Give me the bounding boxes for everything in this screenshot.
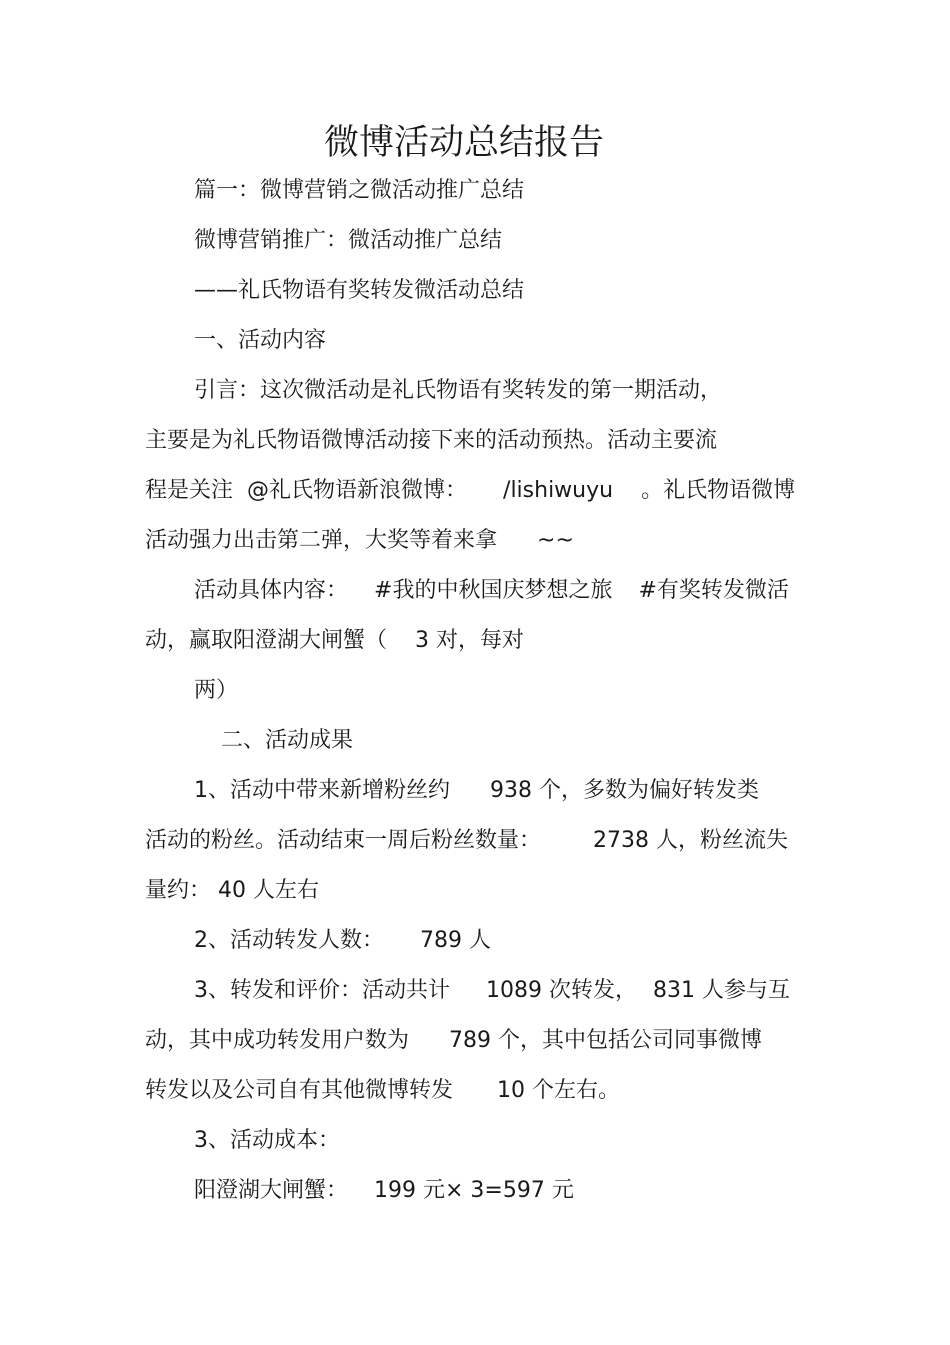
line-text: 789 个，其中包括公司同事微博 [449, 1028, 763, 1053]
line-text: 3、活动成本： [194, 1128, 340, 1153]
line-text: 程是关注 [145, 478, 234, 503]
line-text: 3 对，每对 [415, 628, 525, 653]
paragraph-line [194, 226, 502, 256]
paragraph-line [194, 976, 790, 1006]
line-text: 活动强力出击第二弹，大奖等着来拿 [145, 528, 498, 553]
paragraph-line [145, 826, 788, 856]
line-text: 938 个，多数为偏好转发类 [490, 778, 759, 803]
document-title: 微博活动总结报告 [323, 123, 604, 163]
paragraph-line [145, 626, 524, 656]
paragraph-line [194, 1176, 574, 1206]
paragraph-line [194, 176, 524, 206]
paragraph-line [194, 926, 491, 956]
section-heading [221, 726, 353, 756]
line-text: 量约： 40 人左右 [145, 878, 319, 903]
line-text: 活动具体内容： [194, 578, 349, 603]
paragraph-line [145, 1076, 620, 1106]
paragraph-line [145, 526, 574, 556]
paragraph-line [145, 426, 717, 456]
section-heading [194, 326, 326, 356]
line-text: 2、活动转发人数： [194, 928, 384, 953]
line-text: 。礼氏物语微博 [641, 478, 796, 503]
weibo-url: /lishiwuyu [503, 478, 614, 503]
line-text: 转发以及公司自有其他微博转发 [145, 1078, 454, 1103]
line-text: 活动的粉丝。活动结束一周后粉丝数量： [145, 828, 542, 853]
line-text: 引言：这次微活动是礼氏物语有奖转发的第一期活动， [194, 378, 723, 403]
line-text: 1089 次转发， [486, 978, 637, 1003]
line-text: 篇一：微博营销之微活动推广总结 [194, 178, 525, 203]
paragraph-line [194, 676, 238, 706]
hashtag: #有奖转发微活 [638, 578, 789, 603]
hashtag: #我的中秋国庆梦想之旅 [374, 578, 613, 603]
line-text: 阳澄湖大闸蟹： [194, 1178, 349, 1203]
paragraph-line [194, 576, 789, 606]
line-text: ~~ [537, 528, 574, 553]
line-text: 一、活动内容 [194, 328, 327, 353]
line-text: ——礼氏物语有奖转发微活动总结 [194, 278, 525, 303]
line-text: 1、活动中带来新增粉丝约 [194, 778, 450, 803]
line-text: 动，赢取阳澄湖大闸蟹（ [145, 628, 388, 653]
line-text: 主要是为礼氏物语微博活动接下来的活动预热。活动主要流 [145, 428, 718, 453]
line-text: 831 人参与互 [652, 978, 790, 1003]
line-text: 二、活动成果 [221, 728, 354, 753]
paragraph-line [194, 776, 759, 806]
paragraph-line [145, 1026, 762, 1056]
paragraph-line [145, 476, 795, 506]
weibo-handle: @礼氏物语新浪微博： [247, 478, 468, 503]
paragraph-line [194, 1126, 340, 1156]
line-text: 3、转发和评价：活动共计 [194, 978, 450, 1003]
line-text: 动，其中成功转发用户数为 [145, 1028, 410, 1053]
paragraph-line [194, 276, 524, 306]
paragraph-line [194, 376, 722, 406]
line-text: 199 元× 3=597 元 [374, 1178, 574, 1203]
line-text: 两） [194, 678, 239, 703]
line-text: 2738 人，粉丝流失 [593, 828, 788, 853]
line-text: 10 个左右。 [497, 1078, 621, 1103]
paragraph-line [145, 876, 319, 906]
line-text: 微博营销推广：微活动推广总结 [194, 228, 503, 253]
line-text: 789 人 [420, 928, 491, 953]
